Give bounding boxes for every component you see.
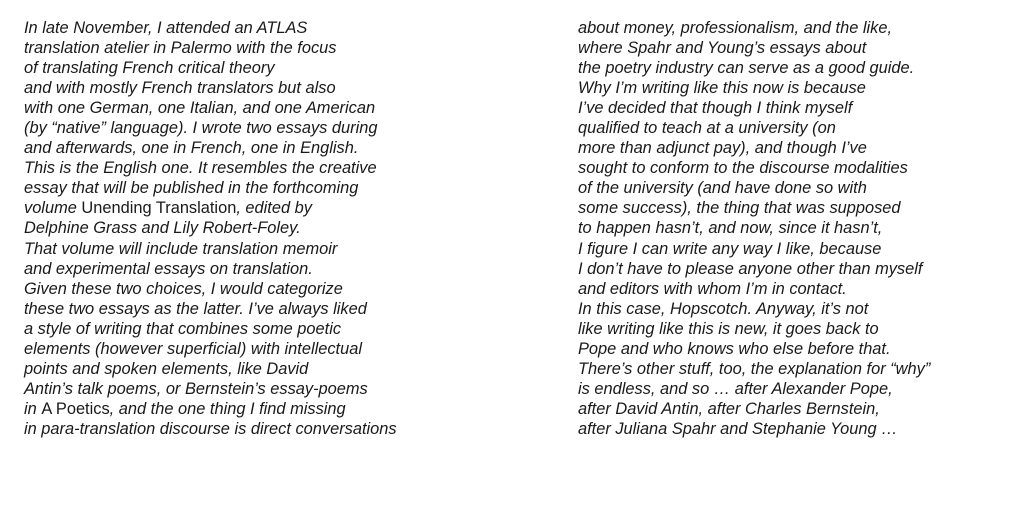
left-column-line: points and spoken elements, like David (24, 359, 309, 378)
left-column-line: elements (however superficial) with intellectual (24, 339, 362, 358)
left-column-line: (by “native” language). I wrote two essays during (24, 119, 378, 138)
line-text: , and the one thing I find missing (109, 399, 346, 418)
line-text: in (24, 399, 42, 418)
left-column-line: these two essays as the latter. I’ve always liked (24, 299, 367, 318)
book-title: A Poetics (41, 399, 110, 418)
left-column-line: That volume will include translation memoir (24, 239, 338, 258)
right-column-line: Pope and who knows who else before that. (578, 339, 891, 358)
left-column-line: and afterwards, one in French, one in English. (24, 139, 359, 158)
right-column-line: of the university (and have done so with (578, 179, 867, 198)
right-column-line: I figure I can write any way I like, because (578, 239, 882, 258)
left-column-line: and with mostly French translators but also (24, 79, 336, 98)
right-column-line: some success), the thing that was supposed (578, 199, 901, 218)
right-column-line: Why I’m writing like this now is because (578, 79, 866, 98)
right-column-line: is endless, and so … after Alexander Pope, (578, 379, 893, 398)
right-column-line: qualified to teach at a university (on (578, 119, 836, 138)
left-column-line: translation atelier in Palermo with the focus (24, 39, 337, 58)
right-column-line: There’s other stuff, too, the explanation for “why” (578, 359, 931, 378)
right-column-line: after Juliana Spahr and Stephanie Young … (578, 419, 898, 438)
left-column-line: in para-translation discourse is direct conversations (24, 419, 397, 438)
right-column-line: In this case, Hopscotch. Anyway, it’s not (578, 299, 869, 318)
right-column-line: I don’t have to please anyone other than myself (578, 259, 923, 278)
right-column-line: like writing like this is new, it goes back to (578, 319, 879, 338)
left-column-line: This is the English one. It resembles the creative (24, 159, 377, 178)
right-column-line: to happen hasn’t, and now, since it hasn’t, (578, 219, 883, 238)
right-column-line: and editors with whom I’m in contact. (578, 279, 847, 298)
left-column-line: Antin’s talk poems, or Bernstein’s essay-poems (24, 379, 368, 398)
left-column-line: Delphine Grass and Lily Robert-Foley. (24, 219, 301, 238)
book-title: Unending Translation (81, 199, 237, 218)
left-column-line: Given these two choices, I would categorize (24, 279, 343, 298)
left-column-line (24, 399, 397, 419)
left-column-line: In late November, I attended an ATLAS (24, 19, 308, 37)
left-column-line: and experimental essays on translation. (24, 259, 313, 278)
right-column-line: after David Antin, after Charles Bernstein, (578, 399, 880, 418)
right-column-line: more than adjunct pay), and though I’ve (578, 139, 867, 158)
right-column-line: sought to conform to the discourse modalities (578, 159, 908, 178)
right-column-line: about money, professionalism, and the like, (578, 19, 893, 37)
right-text-column (578, 18, 930, 439)
line-text: , edited by (236, 199, 312, 218)
right-column-line: I’ve decided that though I think myself (578, 99, 853, 118)
left-column-line: of translating French critical theory (24, 59, 275, 78)
left-column-line (24, 198, 397, 218)
left-column-line: a style of writing that combines some poetic (24, 319, 342, 338)
line-text: volume (24, 199, 82, 218)
right-column-line: where Spahr and Young’s essays about (578, 39, 867, 58)
left-column-line: essay that will be published in the forthcoming (24, 179, 359, 198)
right-column-line: the poetry industry can serve as a good guide. (578, 59, 915, 78)
left-column-line: with one German, one Italian, and one American (24, 99, 376, 118)
left-text-column (24, 18, 397, 439)
